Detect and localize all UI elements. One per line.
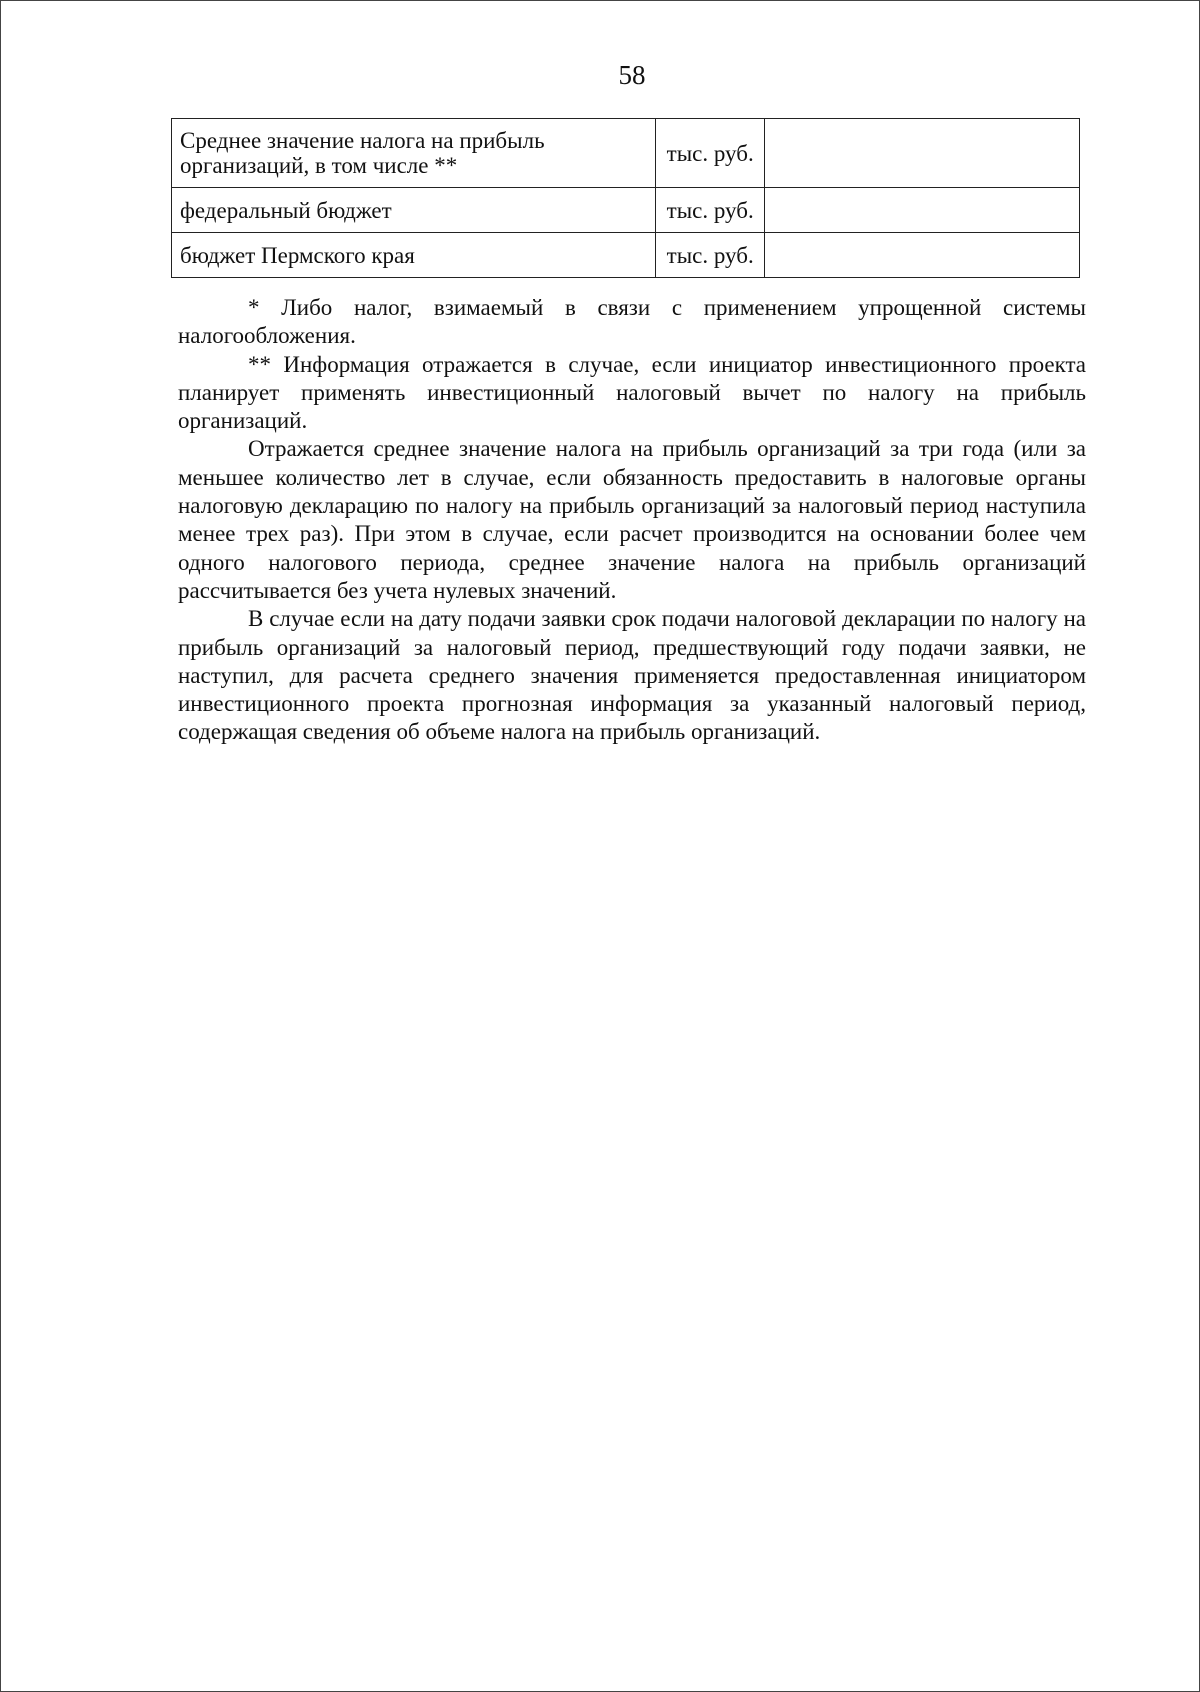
- table-cell-name: бюджет Пермского края: [172, 233, 656, 278]
- table-cell-unit: тыс. руб.: [656, 119, 765, 188]
- paragraph-average-tax: Отражается среднее значение налога на прибыль организаций за три года (или за меньшее количество лет в случае, если обязанность предоставить в налоговые органы налоговую декларацию по налогу на прибыль организаций за налоговый период наступила менее трех раз). При этом в случае, если расчет производится на основании более чем одного налогового периода, среднее значение налога на прибыль организаций рассчитывается без учета нулевых значений.: [178, 436, 1086, 603]
- table-cell-unit: тыс. руб.: [656, 188, 765, 233]
- page-number: 58: [618, 60, 646, 90]
- body-text: [178, 294, 1086, 747]
- table-row: [172, 119, 1080, 188]
- table-cell-value: [765, 233, 1080, 278]
- table-cell-name: Среднее значение налога на прибыль организаций, в том числе **: [172, 119, 656, 188]
- table-row: [172, 188, 1080, 233]
- footnote-double-asterisk: ** Информация отражается в случае, если инициатор инвестиционного проекта планирует применять инвестиционный налоговый вычет по налогу на прибыль организаций.: [178, 351, 1086, 434]
- table-row: [172, 233, 1080, 278]
- paragraph-declaration-deadline: В случае если на дату подачи заявки срок подачи налоговой декларации по налогу на прибыль организаций за налоговый период, предшествующий году подачи заявки, не наступил, для расчета среднего значения применяется предоставленная инициатором инвестиционного проекта прогнозная информация за указанный налоговый период, содержащая сведения об объеме налога на прибыль организаций.: [178, 606, 1086, 745]
- tax-table: [171, 118, 1080, 278]
- table-cell-unit: тыс. руб.: [656, 233, 765, 278]
- table-cell-value: [765, 119, 1080, 188]
- table-cell-name: федеральный бюджет: [172, 188, 656, 233]
- footnote-single-asterisk: * Либо налог, взимаемый в связи с применением упрощенной системы налогообложения.: [178, 295, 1086, 349]
- table-cell-value: [765, 188, 1080, 233]
